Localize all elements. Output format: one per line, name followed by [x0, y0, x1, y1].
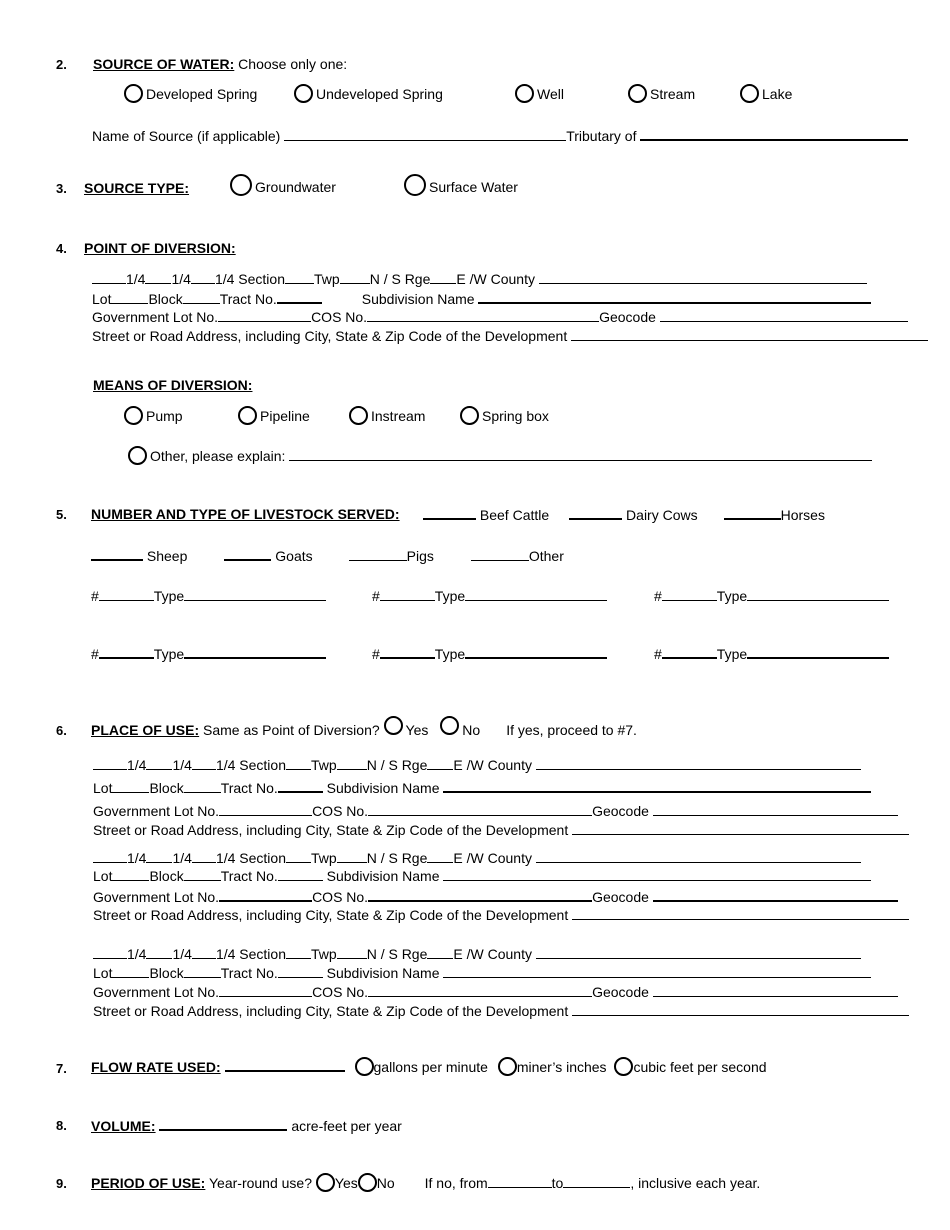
township-field[interactable]: [337, 850, 367, 863]
name-of-source-label: Name of Source (if applicable): [92, 128, 281, 144]
range-field[interactable]: [427, 946, 453, 959]
sheep-count-field[interactable]: [91, 547, 143, 561]
geocode-field[interactable]: [653, 984, 898, 997]
quarter-field[interactable]: [192, 946, 216, 959]
pod-legal-row-4: Street or Road Address, including City, State & Zip Code of the Development: [92, 328, 928, 344]
q9-title: PERIOD OF USE:: [91, 1175, 206, 1191]
radio-yes-icon[interactable]: [316, 1173, 335, 1192]
street-address-field[interactable]: [572, 907, 909, 920]
type-field[interactable]: [465, 645, 607, 659]
volume-field[interactable]: [159, 1117, 287, 1131]
radio-lake[interactable]: [740, 84, 792, 103]
q4-number: 4.: [56, 241, 67, 256]
count-field[interactable]: [99, 588, 154, 601]
other-explain-field[interactable]: [289, 448, 872, 461]
subdivision-field[interactable]: [478, 290, 871, 304]
pod-legal-row-2: Lot Block Tract No. Subdivision Name: [92, 290, 871, 307]
quarter-field[interactable]: [192, 850, 216, 863]
q6-question: Same as Point of Diversion?: [199, 722, 380, 738]
type-field[interactable]: [465, 588, 607, 601]
pou3-legal-row-4: Street or Road Address, including City, State & Zip Code of the Development: [93, 1003, 909, 1019]
q3-number: 3.: [56, 181, 67, 196]
q8-title: VOLUME:: [91, 1118, 156, 1134]
dairy-count-field[interactable]: [569, 506, 622, 520]
radio-cfs-icon[interactable]: [614, 1057, 633, 1076]
means-of-diversion-title: MEANS OF DIVERSION:: [93, 377, 253, 393]
radio-spring-box[interactable]: [460, 406, 549, 425]
q5-title: NUMBER AND TYPE OF LIVESTOCK SERVED:: [91, 506, 400, 522]
option-label: Instream: [371, 408, 426, 424]
radio-surface-water[interactable]: [404, 174, 518, 196]
block-field[interactable]: [184, 965, 221, 978]
section-field[interactable]: [286, 757, 311, 770]
radio-instream[interactable]: [349, 406, 425, 425]
option-label: Other, please explain:: [150, 448, 286, 464]
quarter-field[interactable]: [192, 757, 216, 770]
count-field[interactable]: [380, 588, 435, 601]
tract-field[interactable]: [278, 868, 323, 881]
option-label: Well: [537, 86, 564, 102]
radio-circle-icon[interactable]: [124, 84, 143, 103]
if-no-label: If no, from: [424, 1175, 488, 1191]
no-label[interactable]: No: [376, 1175, 395, 1191]
quarter-field[interactable]: [146, 946, 172, 959]
quarter-field[interactable]: [93, 850, 127, 863]
range-field[interactable]: [427, 757, 453, 770]
option-label: Stream: [650, 86, 696, 102]
option-label: Pipeline: [260, 408, 310, 424]
block-field[interactable]: [183, 291, 220, 304]
radio-circle-icon[interactable]: [349, 406, 368, 425]
tract-field[interactable]: [277, 290, 322, 304]
livestock-type-row-1b: # Type: [372, 588, 607, 604]
gov-lot-field[interactable]: [219, 803, 312, 816]
yes-label[interactable]: Yes: [334, 1175, 358, 1191]
lot-field[interactable]: [112, 868, 149, 881]
option-label: Developed Spring: [146, 86, 258, 102]
block-field[interactable]: [184, 780, 221, 793]
pou3-legal-row-3: Government Lot No. COS No. Geocode: [93, 984, 898, 1000]
livestock-type-row-2a: # Type: [91, 645, 326, 662]
county-field[interactable]: [536, 850, 861, 863]
radio-groundwater[interactable]: [230, 174, 336, 196]
radio-circle-icon[interactable]: [124, 406, 143, 425]
section-field[interactable]: [286, 946, 311, 959]
livestock-type-row-2c: # Type: [654, 645, 889, 662]
pou1-legal-row-2: Lot Block Tract No. Subdivision Name: [93, 779, 871, 796]
other-count-field[interactable]: [471, 548, 529, 561]
cos-field[interactable]: [367, 309, 599, 322]
quarter-field[interactable]: [146, 850, 172, 863]
to-label: to: [551, 1175, 564, 1191]
flow-rate-field[interactable]: [225, 1058, 345, 1072]
geocode-field[interactable]: [653, 803, 898, 816]
q5-number: 5.: [56, 507, 67, 522]
lot-field[interactable]: [112, 780, 149, 793]
section-field[interactable]: [286, 850, 311, 863]
pou2-legal-row-4: Street or Road Address, including City, State & Zip Code of the Development: [93, 907, 909, 923]
goats-count-field[interactable]: [224, 547, 271, 561]
gpm-label[interactable]: gallons per minute: [373, 1059, 488, 1075]
county-field[interactable]: [536, 757, 861, 770]
q7-row: [91, 1057, 767, 1076]
cos-field[interactable]: [368, 984, 592, 997]
livestock-type-row-2b: # Type: [372, 645, 607, 662]
q7-title: FLOW RATE USED:: [91, 1059, 221, 1075]
type-field[interactable]: [184, 588, 326, 601]
count-field[interactable]: [662, 645, 717, 659]
quarter-field[interactable]: [93, 757, 127, 770]
option-label: Surface Water: [429, 179, 518, 195]
q6-number: 6.: [56, 723, 67, 738]
pod-legal-row-3: Government Lot No. COS No. Geocode: [92, 309, 908, 325]
cos-field[interactable]: [368, 803, 592, 816]
miners-inches-label[interactable]: miner’s inches: [516, 1059, 607, 1075]
tract-field[interactable]: [278, 965, 323, 978]
q9-question: Year-round use?: [205, 1175, 312, 1191]
q2-title: SOURCE OF WATER:: [93, 56, 235, 72]
q6-note: If yes, proceed to #7.: [506, 722, 637, 738]
dairy-label: Dairy Cows: [626, 507, 698, 523]
livestock-row-2: Sheep Goats Pigs Other: [91, 547, 564, 564]
pigs-count-field[interactable]: [349, 548, 407, 561]
geocode-field[interactable]: [653, 888, 898, 902]
livestock-type-row-1c: # Type: [654, 588, 889, 604]
quarter-field[interactable]: [145, 271, 171, 284]
tributary-label: Tributary of: [566, 128, 637, 144]
range-field[interactable]: [430, 271, 456, 284]
q2-header: [93, 56, 347, 72]
radio-pump[interactable]: [124, 406, 183, 425]
radio-circle-icon[interactable]: [230, 174, 252, 196]
street-address-field[interactable]: [572, 1003, 909, 1016]
radio-stream[interactable]: [628, 84, 695, 103]
period-to-field[interactable]: [563, 1175, 630, 1188]
option-label: Undeveloped Spring: [316, 86, 443, 102]
pou3-legal-row-2: Lot Block Tract No. Subdivision Name: [93, 965, 871, 981]
subdivision-field[interactable]: [443, 779, 871, 793]
block-field[interactable]: [184, 868, 221, 881]
radio-miners-inches-icon[interactable]: [498, 1057, 517, 1076]
count-field[interactable]: [662, 588, 717, 601]
livestock-type-row-1a: # Type: [91, 588, 326, 604]
gov-lot-field[interactable]: [219, 984, 312, 997]
q2-number: 2.: [56, 57, 67, 72]
cos-field[interactable]: [368, 888, 592, 902]
q6-title: PLACE OF USE:: [91, 722, 200, 738]
subdivision-field[interactable]: [443, 868, 871, 881]
township-field[interactable]: [337, 757, 367, 770]
inclusive-label: , inclusive each year.: [630, 1175, 761, 1191]
radio-circle-icon[interactable]: [460, 406, 479, 425]
no-label[interactable]: No: [462, 722, 481, 738]
radio-yes-icon[interactable]: [384, 716, 403, 735]
type-field[interactable]: [747, 645, 889, 659]
radio-developed-spring[interactable]: [124, 84, 257, 103]
q3-title: SOURCE TYPE:: [84, 180, 190, 196]
radio-circle-icon[interactable]: [294, 84, 313, 103]
yes-label[interactable]: Yes: [405, 722, 429, 738]
radio-no-icon[interactable]: [358, 1173, 377, 1192]
quarter-field[interactable]: [92, 271, 126, 284]
section-field[interactable]: [285, 271, 314, 284]
quarter-field[interactable]: [191, 271, 215, 284]
count-field[interactable]: [380, 645, 435, 659]
q6-header: [91, 716, 637, 738]
pou3-legal-row-1: 1/4 1/4 1/4 Section Twp N / S Rge E /W County: [93, 946, 861, 962]
period-from-field[interactable]: [488, 1175, 552, 1188]
livestock-row-1: [423, 506, 825, 523]
pou1-legal-row-3: Government Lot No. COS No. Geocode: [93, 803, 898, 819]
q7-number: 7.: [56, 1061, 67, 1076]
radio-other-means[interactable]: [128, 446, 872, 465]
radio-circle-icon[interactable]: [128, 446, 147, 465]
option-label: Pump: [146, 408, 183, 424]
cfs-label[interactable]: cubic feet per second: [633, 1059, 767, 1075]
q4-title: POINT OF DIVERSION:: [84, 240, 236, 256]
beef-count-field[interactable]: [423, 506, 476, 520]
radio-undeveloped-spring[interactable]: [294, 84, 443, 103]
horses-label: Horses: [780, 507, 825, 523]
range-field[interactable]: [427, 850, 453, 863]
pou2-legal-row-2: Lot Block Tract No. Subdivision Name: [93, 868, 871, 884]
radio-no-icon[interactable]: [440, 716, 459, 735]
q9-row: [91, 1173, 760, 1192]
option-label: Spring box: [482, 408, 549, 424]
gov-lot-field[interactable]: [218, 309, 311, 322]
radio-circle-icon[interactable]: [238, 406, 257, 425]
gov-lot-field[interactable]: [219, 888, 312, 902]
option-label: Groundwater: [255, 179, 336, 195]
option-label: Lake: [762, 86, 793, 102]
pou2-legal-row-1: 1/4 1/4 1/4 Section Twp N / S Rge E /W County: [93, 850, 861, 866]
q9-number: 9.: [56, 1176, 67, 1191]
lot-field[interactable]: [111, 291, 148, 304]
radio-gpm-icon[interactable]: [355, 1057, 374, 1076]
radio-circle-icon[interactable]: [404, 174, 426, 196]
street-address-field[interactable]: [572, 822, 909, 835]
county-field[interactable]: [536, 946, 861, 959]
pou2-legal-row-3: Government Lot No. COS No. Geocode: [93, 888, 898, 905]
county-field[interactable]: [539, 271, 867, 284]
pou1-legal-row-4: Street or Road Address, including City, State & Zip Code of the Development: [93, 822, 909, 838]
tributary-field[interactable]: [640, 127, 908, 141]
pou1-legal-row-1: 1/4 1/4 1/4 Section Twp N / S Rge E /W County: [93, 757, 861, 773]
count-field[interactable]: [99, 645, 154, 659]
name-of-source-row: [92, 127, 908, 144]
pod-legal-row-1: 1/4 1/4 1/4 Section Twp N / S Rge E /W County: [92, 271, 867, 287]
subdivision-field[interactable]: [443, 965, 871, 978]
radio-well[interactable]: [515, 84, 564, 103]
type-field[interactable]: [184, 645, 326, 659]
q8-row: [91, 1117, 402, 1134]
horses-count-field[interactable]: [724, 506, 781, 520]
tract-field[interactable]: [278, 779, 323, 793]
quarter-field[interactable]: [93, 946, 127, 959]
radio-circle-icon[interactable]: [515, 84, 534, 103]
township-field[interactable]: [337, 946, 367, 959]
quarter-field[interactable]: [146, 757, 172, 770]
geocode-field[interactable]: [660, 309, 908, 322]
volume-unit: acre-feet per year: [291, 1118, 402, 1134]
name-of-source-field[interactable]: [284, 128, 566, 141]
township-field[interactable]: [340, 271, 370, 284]
q8-number: 8.: [56, 1118, 67, 1133]
radio-circle-icon[interactable]: [628, 84, 647, 103]
beef-label: Beef Cattle: [479, 507, 550, 523]
radio-pipeline[interactable]: [238, 406, 310, 425]
q2-subtitle: Choose only one:: [234, 56, 348, 72]
street-address-field[interactable]: [571, 328, 928, 341]
lot-field[interactable]: [112, 965, 149, 978]
radio-circle-icon[interactable]: [740, 84, 759, 103]
type-field[interactable]: [747, 588, 889, 601]
